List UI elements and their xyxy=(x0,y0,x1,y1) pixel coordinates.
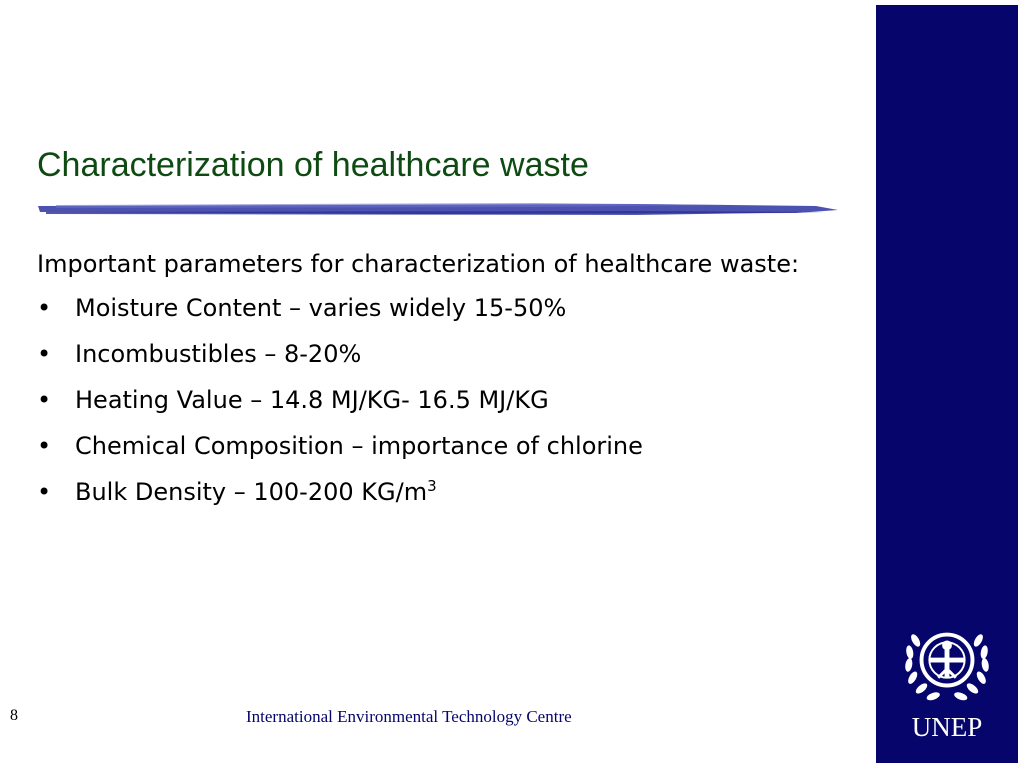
bullet-text: Chemical Composition – importance of chlorine xyxy=(75,432,643,460)
unep-logo-text: UNEP xyxy=(911,712,983,742)
bullet-item xyxy=(37,335,857,381)
bullet-item xyxy=(37,289,857,335)
un-emblem-icon xyxy=(898,613,996,711)
footer-organization: International Environmental Technology Centre xyxy=(246,707,572,726)
bullet-text: Moisture Content – varies widely 15-50% xyxy=(75,294,567,322)
bullet-icon: • xyxy=(37,386,52,414)
bullet-item xyxy=(37,427,857,473)
superscript: 3 xyxy=(427,477,437,495)
bullet-list xyxy=(37,289,857,519)
title-underline xyxy=(36,200,840,220)
page-number: 8 xyxy=(10,707,18,724)
slide-title: Characterization of healthcare waste xyxy=(37,146,589,184)
slide-body xyxy=(37,245,857,519)
intro-text: Important parameters for characterization of healthcare waste: xyxy=(37,250,800,278)
bullet-icon: • xyxy=(37,478,52,506)
bullet-text: Bulk Density – 100-200 KG/m xyxy=(75,478,428,506)
bullet-text: Heating Value – 14.8 MJ/KG- 16.5 MJ/KG xyxy=(75,386,549,414)
sidebar-panel xyxy=(876,5,1018,763)
bullet-item xyxy=(37,381,857,427)
bullet-text: Incombustibles – 8-20% xyxy=(75,340,362,368)
bullet-icon: • xyxy=(37,432,52,460)
bullet-icon: • xyxy=(37,340,52,368)
bullet-item xyxy=(37,473,857,519)
bullet-icon: • xyxy=(37,294,52,322)
